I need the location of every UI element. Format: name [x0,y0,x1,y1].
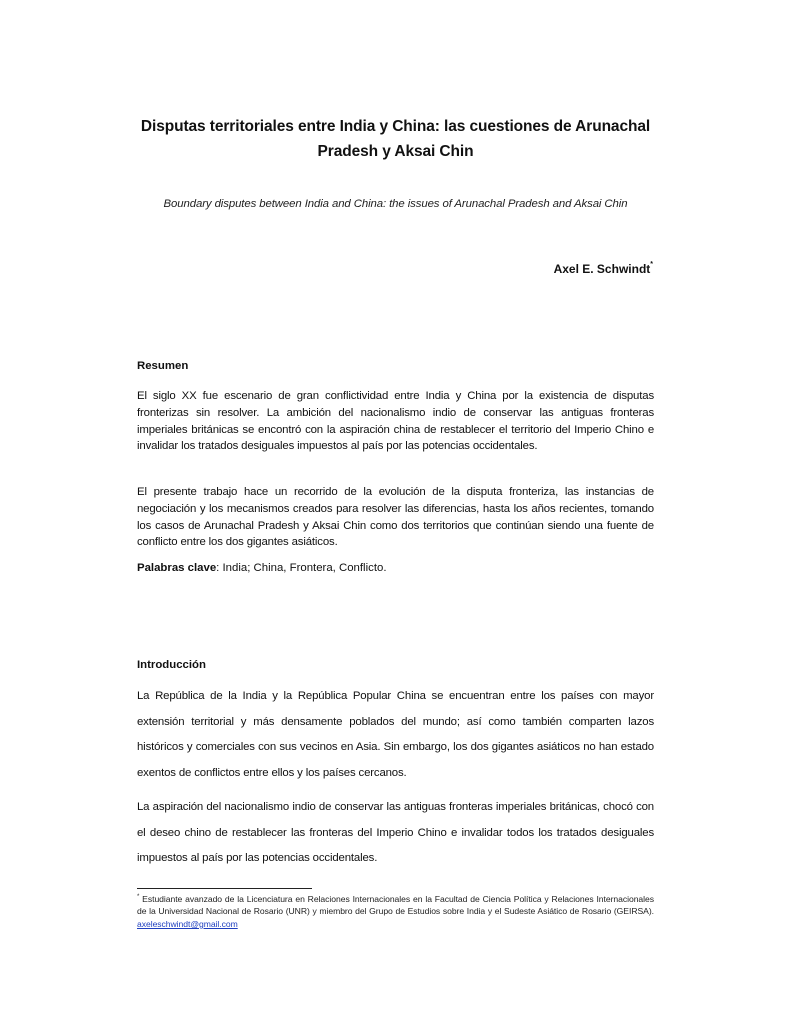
keywords-label: Palabras clave [137,562,217,574]
author-name-text: Axel E. Schwindt [553,262,651,276]
introduction-paragraph-1: La República de la India y la República Popular China se encuentran entre los países con mayor extensión territorial y más densamente poblados del mundo; así como también comparten lazos históricos y comerciales con sus vecinos en Asia. Sin embargo, los dos gigantes asiáticos no han estado exentos de conflictos entre ellos y los países cercanos. [137,690,654,779]
introduction-paragraph-2: La aspiración del nacionalismo indio de conservar las antiguas fronteras imperiales británicas, chocó con el deseo chino de restablecer las fronteras del Imperio Chino e invalidar todos los tratados desiguales impuestos al país por las potencias occidentales. [137,801,654,864]
paper-subtitle-english: Boundary disputes between India and China: the issues of Arunachal Pradesh and Aksai Chin [163,198,628,210]
author-name [554,262,653,276]
abstract-heading: Resumen [137,360,189,372]
author-footnote-mark[interactable]: * [650,261,653,268]
author-email-link[interactable]: axeleschwindt@gmail.com [137,918,238,929]
abstract-paragraph-1: El siglo XX fue escenario de gran conflictividad entre India y China por la existencia de disputas fronterizas sin resolver. La ambición del nacionalismo indio de conservar las antiguas fronteras imperiales británicas se encontró con la aspiración china de restablecer el territorio del Imperio Chino e invalidar los tratados desiguales impuestos al país por las potencias occidentales. [137,390,654,453]
abstract-paragraph-2: El presente trabajo hace un recorrido de la evolución de la disputa fronteriza, las instancias de negociación y los mecanismos creados para resolver las diferencias, hasta los años recientes, tomando los casos de Arunachal Pradesh y Aksai Chin como dos territorios que continúan siendo una fuente de conflicto entre los dos gigantes asiáticos. [137,486,654,549]
footnote-text: Estudiante avanzado de la Licenciatura en Relaciones Internacionales en la Facultad de Ciencia Política y Relaciones Internacionales de la Universidad Nacional de Rosario (UNR) y miembro del Grupo de Estudios sobre India y el Sudeste Asiático de Rosario (GEIRSA). [137,894,654,917]
paper-title [120,114,671,164]
paper-title-line-2: Pradesh y Aksai Chin [317,143,474,160]
keywords [137,562,386,574]
footnote-mark: * [137,894,140,901]
introduction-heading: Introducción [137,659,206,671]
keywords-list: : India; China, Frontera, Conflicto. [216,562,387,574]
paper-title-line-1: Disputas territoriales entre India y China: las cuestiones de Arunachal [140,118,651,135]
footnote [137,893,654,930]
footnote-separator [137,888,312,889]
